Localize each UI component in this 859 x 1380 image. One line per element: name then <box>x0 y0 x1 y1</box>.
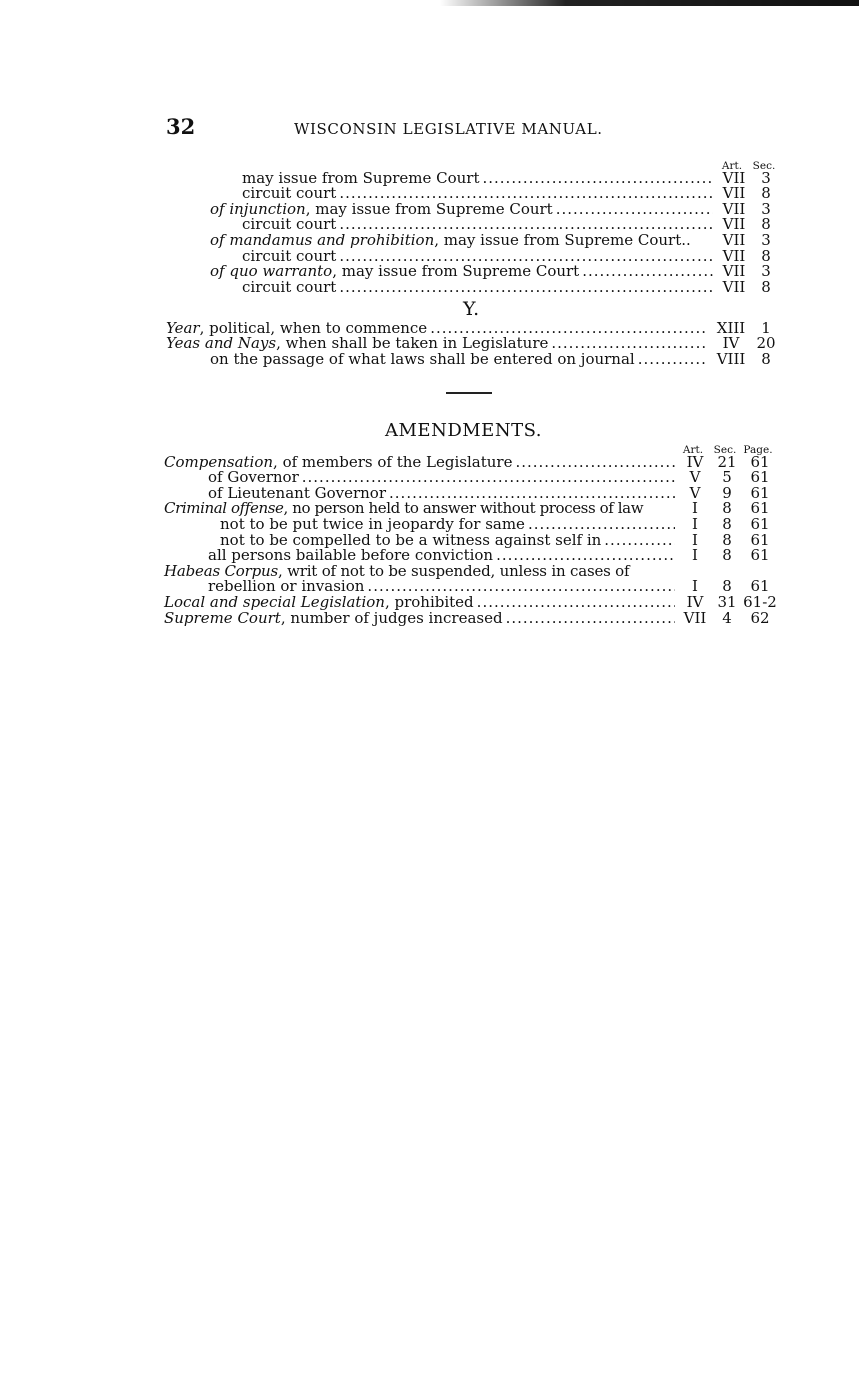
entry-term: Compensation <box>164 452 274 471</box>
entry-text: , of members of the Legislature <box>273 452 513 471</box>
entry-term: Year <box>166 318 200 337</box>
entry-page: 61 <box>750 468 770 487</box>
writs-index <box>166 170 780 295</box>
entry-art: I <box>692 577 698 596</box>
dot-leader <box>638 352 707 367</box>
entry-text: circuit court <box>242 184 337 203</box>
entry-sec: 8 <box>722 577 732 596</box>
index-entry <box>166 264 780 280</box>
entry-page: 61 <box>750 577 770 596</box>
page-number: 32 <box>166 114 196 139</box>
entry-text: rebellion or invasion <box>208 577 365 596</box>
entry-art: IV <box>722 334 740 353</box>
entry-text: on the passage of what laws shall be entered on journal <box>210 349 635 368</box>
index-entry <box>166 351 780 367</box>
entry-term: of injunction <box>210 199 306 218</box>
index-entry <box>166 279 780 295</box>
section-divider <box>446 392 492 394</box>
entry-term: Yeas and Nays <box>166 334 277 353</box>
entry-text: circuit court <box>242 277 337 296</box>
entry-page: 61 <box>750 483 770 502</box>
entry-text: not to be compelled to be a witness against self in <box>220 530 602 549</box>
entry-art: VII <box>722 199 746 218</box>
entry-sec: 8 <box>761 246 771 265</box>
entry-text: , may issue from Supreme Court.. <box>434 230 691 249</box>
dot-leader <box>556 202 713 217</box>
col-head-art: Art. <box>682 444 704 456</box>
entry-term: Habeas Corpus <box>164 561 278 580</box>
y-index <box>166 320 780 367</box>
entry-term: Supreme Court <box>164 608 281 627</box>
entry-art: VII <box>722 230 746 249</box>
dot-leader <box>528 517 675 532</box>
entry-text: of Lieutenant Governor <box>208 483 387 502</box>
entry-term: of mandamus and prohibition <box>210 230 435 249</box>
entry-sec: 31 <box>717 592 737 611</box>
entry-page: 61 <box>750 452 770 471</box>
entry-page: 61 <box>750 499 770 518</box>
entry-term: of quo warranto <box>210 262 333 281</box>
entry-text: , may issue from Supreme Court <box>305 199 553 218</box>
entry-page: 61 <box>750 514 770 533</box>
entry-sec: 8 <box>761 184 771 203</box>
entry-text: circuit court <box>242 246 337 265</box>
col-head-art: Art. <box>721 160 743 172</box>
entry-art: XIII <box>716 318 746 337</box>
entry-art: V <box>689 468 701 487</box>
entry-sec: 3 <box>761 199 771 218</box>
entry-page: 61 <box>750 530 770 549</box>
entry-page: 61-2 <box>743 592 777 611</box>
col-head-sec: Sec. <box>713 444 737 456</box>
entry-art: V <box>689 483 701 502</box>
amendments-index <box>164 454 778 626</box>
entry-text: , when shall be taken in Legislature <box>276 334 549 353</box>
entry-sec: 3 <box>761 168 771 187</box>
index-entry <box>166 336 780 352</box>
entry-text: may issue from Supreme Court <box>242 168 480 187</box>
entry-term: Local and special Legislation <box>164 592 385 611</box>
entry-art: VII <box>722 184 746 203</box>
entry-sec: 21 <box>717 452 737 471</box>
entry-art: VII <box>683 608 707 627</box>
dot-leader <box>551 336 707 351</box>
entry-sec: 8 <box>722 530 732 549</box>
col-head-sec: Sec. <box>752 160 776 172</box>
entry-sec: 8 <box>761 349 771 368</box>
entry-sec: 5 <box>722 468 732 487</box>
entry-text: , number of judges increased <box>280 608 503 627</box>
entry-page: 61 <box>750 546 770 565</box>
entry-art: VII <box>722 246 746 265</box>
entry-term: Criminal offense <box>164 499 284 518</box>
entry-sec: 3 <box>761 262 771 281</box>
index-entry <box>164 470 778 486</box>
entry-text: , political, when to commence <box>199 318 428 337</box>
dot-leader <box>339 280 713 295</box>
entry-art: I <box>692 514 698 533</box>
running-head: WISCONSIN LEGISLATIVE MANUAL. <box>294 120 603 138</box>
entry-sec: 8 <box>722 546 732 565</box>
entry-sec: 8 <box>761 277 771 296</box>
col-head-page: Page. <box>743 444 773 456</box>
index-entry <box>166 232 780 248</box>
entry-art: I <box>692 499 698 518</box>
entry-text: of Governor <box>208 468 299 487</box>
entry-text: not to be put twice in jeopardy for same <box>220 514 525 533</box>
entry-text: all persons bailable before conviction <box>208 546 494 565</box>
entry-art: IV <box>686 592 704 611</box>
entry-art: VII <box>722 277 746 296</box>
dot-leader <box>302 470 675 485</box>
entry-text: circuit court <box>242 215 337 234</box>
entry-text: , no person held to answer without process of law <box>283 499 644 518</box>
entry-art: VII <box>722 262 746 281</box>
entry-art: I <box>692 530 698 549</box>
page-top-edge <box>440 0 859 6</box>
index-entry <box>164 610 778 626</box>
entry-text: , writ of not to be suspended, unless in cases of <box>277 561 630 580</box>
entry-sec: 3 <box>761 230 771 249</box>
entry-sec: 9 <box>722 483 732 502</box>
entry-text: , may issue from Supreme Court <box>332 262 580 281</box>
dot-leader <box>506 611 675 626</box>
dot-leader <box>604 533 675 548</box>
entry-sec: 8 <box>722 514 732 533</box>
entry-sec: 4 <box>722 608 732 627</box>
entry-art: VIII <box>716 349 746 368</box>
index-entry <box>164 516 778 532</box>
entry-art: I <box>692 546 698 565</box>
entry-sec: 8 <box>761 215 771 234</box>
dot-leader <box>482 171 713 186</box>
entry-sec: 1 <box>761 318 771 337</box>
entry-art: VII <box>722 215 746 234</box>
amendments-heading: AMENDMENTS. <box>385 420 542 441</box>
entry-text: , prohibited <box>384 592 474 611</box>
entry-sec: 8 <box>722 499 732 518</box>
entry-sec: 20 <box>756 334 776 353</box>
entry-page: 62 <box>750 608 770 627</box>
dot-leader <box>515 455 675 470</box>
dot-leader <box>582 264 713 279</box>
entry-art: VII <box>722 168 746 187</box>
section-letter-y: Y. <box>463 298 480 320</box>
entry-art: IV <box>686 452 704 471</box>
dot-leader <box>477 595 675 610</box>
